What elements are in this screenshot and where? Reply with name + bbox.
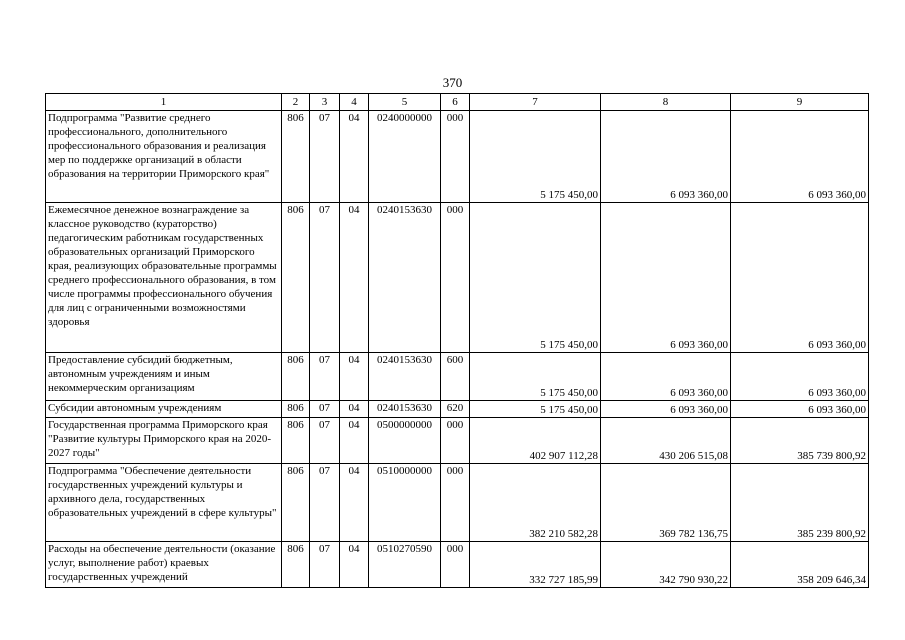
col-header-1: 1 <box>46 94 282 111</box>
row-name: Подпрограмма "Развитие среднего профессионального, дополнительного профессионального образования и реализация мер по поддержке организаций в области образования на территории Приморского края" <box>46 111 282 203</box>
row-ministry-code: 806 <box>282 542 310 588</box>
row-ministry-code: 806 <box>282 353 310 401</box>
row-amount-9: 6 093 360,00 <box>731 111 869 203</box>
col-header-5: 5 <box>369 94 441 111</box>
row-amount-8: 430 206 515,08 <box>601 418 731 464</box>
col-header-6: 6 <box>441 94 470 111</box>
row-section-code: 07 <box>310 542 340 588</box>
row-amount-9: 385 239 800,92 <box>731 464 869 542</box>
row-subsection-code: 04 <box>340 401 369 418</box>
col-header-3: 3 <box>310 94 340 111</box>
row-section-code: 07 <box>310 464 340 542</box>
row-amount-8: 6 093 360,00 <box>601 203 731 353</box>
row-name: Расходы на обеспечение деятельности (оказание услуг, выполнение работ) краевых государственных учреждений <box>46 542 282 588</box>
row-amount-8: 342 790 930,22 <box>601 542 731 588</box>
row-amount-9: 6 093 360,00 <box>731 353 869 401</box>
col-header-9: 9 <box>731 94 869 111</box>
row-section-code: 07 <box>310 203 340 353</box>
row-amount-7: 5 175 450,00 <box>470 401 601 418</box>
row-target-code: 0240153630 <box>369 353 441 401</box>
table-row <box>46 418 869 464</box>
row-target-code: 0240000000 <box>369 111 441 203</box>
row-subsection-code: 04 <box>340 353 369 401</box>
row-amount-8: 369 782 136,75 <box>601 464 731 542</box>
row-expense-type: 000 <box>441 418 470 464</box>
row-subsection-code: 04 <box>340 464 369 542</box>
row-expense-type: 000 <box>441 542 470 588</box>
row-amount-9: 358 209 646,34 <box>731 542 869 588</box>
row-ministry-code: 806 <box>282 401 310 418</box>
table-row <box>46 111 869 203</box>
row-name: Ежемесячное денежное вознаграждение за классное руководство (кураторство) педагогическим работникам государственных образовательных организаций Приморского края, реализующих образовательные программы среднего профессионального образования, в том числе программы профессионального обучения для лиц с ограниченными возможностями здоровья <box>46 203 282 353</box>
row-amount-7: 382 210 582,28 <box>470 464 601 542</box>
row-section-code: 07 <box>310 353 340 401</box>
row-expense-type: 620 <box>441 401 470 418</box>
col-header-2: 2 <box>282 94 310 111</box>
table-row <box>46 542 869 588</box>
row-ministry-code: 806 <box>282 203 310 353</box>
row-amount-9: 385 739 800,92 <box>731 418 869 464</box>
row-expense-type: 000 <box>441 111 470 203</box>
table-row <box>46 353 869 401</box>
row-amount-7: 5 175 450,00 <box>470 353 601 401</box>
row-target-code: 0510270590 <box>369 542 441 588</box>
table-row <box>46 401 869 418</box>
col-header-4: 4 <box>340 94 369 111</box>
row-amount-7: 5 175 450,00 <box>470 111 601 203</box>
row-subsection-code: 04 <box>340 418 369 464</box>
row-expense-type: 000 <box>441 464 470 542</box>
row-name: Предоставление субсидий бюджетным, автономным учреждениям и иным некоммерческим организациям <box>46 353 282 401</box>
row-ministry-code: 806 <box>282 418 310 464</box>
row-target-code: 0240153630 <box>369 401 441 418</box>
budget-table <box>45 93 869 588</box>
row-name: Государственная программа Приморского края "Развитие культуры Приморского края на 2020-2027 годы" <box>46 418 282 464</box>
row-amount-7: 5 175 450,00 <box>470 203 601 353</box>
row-ministry-code: 806 <box>282 111 310 203</box>
col-header-8: 8 <box>601 94 731 111</box>
row-amount-7: 402 907 112,28 <box>470 418 601 464</box>
row-amount-7: 332 727 185,99 <box>470 542 601 588</box>
header-row <box>46 94 869 111</box>
row-amount-9: 6 093 360,00 <box>731 203 869 353</box>
row-amount-9: 6 093 360,00 <box>731 401 869 418</box>
row-section-code: 07 <box>310 418 340 464</box>
row-target-code: 0240153630 <box>369 203 441 353</box>
row-subsection-code: 04 <box>340 203 369 353</box>
row-expense-type: 600 <box>441 353 470 401</box>
row-amount-8: 6 093 360,00 <box>601 353 731 401</box>
table-row <box>46 203 869 353</box>
table-row <box>46 464 869 542</box>
page-number: 370 <box>442 75 463 90</box>
row-section-code: 07 <box>310 111 340 203</box>
row-subsection-code: 04 <box>340 542 369 588</box>
row-section-code: 07 <box>310 401 340 418</box>
row-amount-8: 6 093 360,00 <box>601 111 731 203</box>
row-target-code: 0500000000 <box>369 418 441 464</box>
row-name: Субсидии автономным учреждениям <box>46 401 282 418</box>
row-subsection-code: 04 <box>340 111 369 203</box>
row-amount-8: 6 093 360,00 <box>601 401 731 418</box>
row-target-code: 0510000000 <box>369 464 441 542</box>
row-expense-type: 000 <box>441 203 470 353</box>
col-header-7: 7 <box>470 94 601 111</box>
row-name: Подпрограмма "Обеспечение деятельности государственных учреждений культуры и архивного дела, государственных образовательных учреждений в сфере культуры" <box>46 464 282 542</box>
row-ministry-code: 806 <box>282 464 310 542</box>
